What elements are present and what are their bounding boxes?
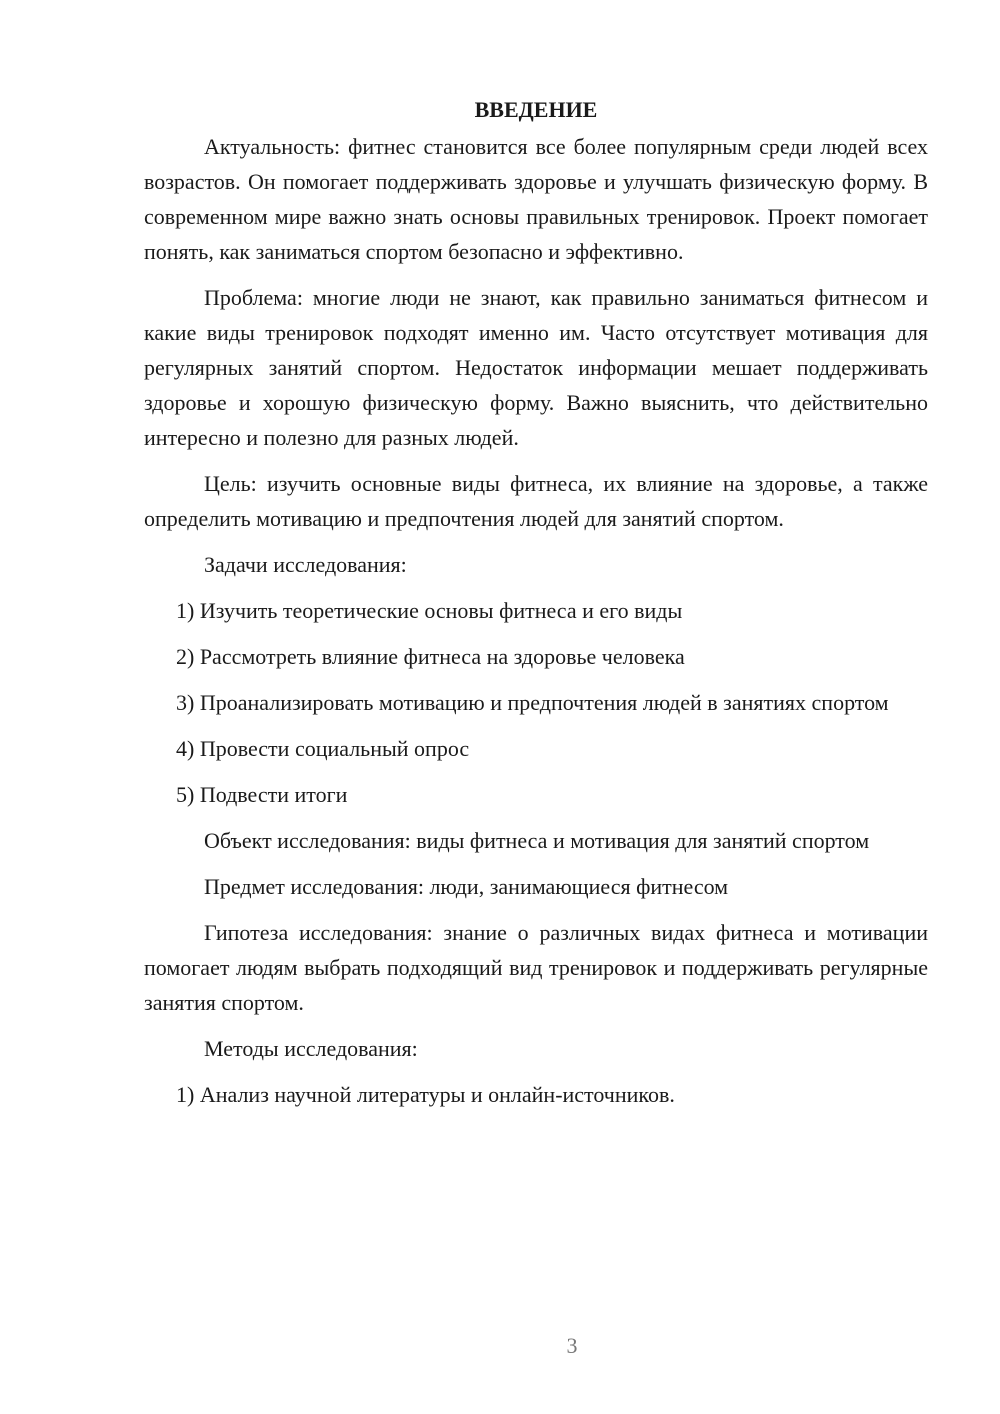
hypothesis-paragraph: Гипотеза исследования: знание о различных видах фитнеса и мотивации помогает людям выбрать подходящий вид тренировок и поддерживать регулярные занятия спортом.	[144, 920, 928, 1015]
page-number: 3	[566, 1333, 578, 1358]
section-heading: ВВЕДЕНИЕ	[474, 97, 598, 122]
object-paragraph: Объект исследования: виды фитнеса и мотивация для занятий спортом	[204, 828, 870, 853]
task-item-4: 4) Провести социальный опрос	[176, 736, 470, 761]
task-item-2: 2) Рассмотреть влияние фитнеса на здоровье человека	[176, 644, 685, 669]
problem-paragraph: Проблема: многие люди не знают, как правильно заниматься фитнесом и какие виды тренировок подходят именно им. Часто отсутствует мотивация для регулярных занятий спортом. Недостаток информации мешает поддерживать здоровье и хорошую физическую форму. Важно выяснить, что действительно интересно и полезно для разных людей.	[144, 285, 928, 450]
tasks-heading: Задачи исследования:	[204, 552, 407, 577]
subject-paragraph: Предмет исследования: люди, занимающиеся фитнесом	[204, 874, 729, 899]
method-item-1: 1) Анализ научной литературы и онлайн-источников.	[176, 1082, 675, 1107]
goal-paragraph: Цель: изучить основные виды фитнеса, их влияние на здоровье, а также определить мотивацию и предпочтения людей для занятий спортом.	[144, 471, 928, 531]
document-page	[144, 92, 928, 1123]
relevance-paragraph: Актуальность: фитнес становится все более популярным среди людей всех возрастов. Он помогает поддерживать здоровье и улучшать физическую форму. В современном мире важно знать основы правильных тренировок. Проект помогает понять, как заниматься спортом безопасно и эффективно.	[144, 134, 928, 264]
task-item-3: 3) Проанализировать мотивацию и предпочтения людей в занятиях спортом	[176, 690, 889, 715]
methods-heading: Методы исследования:	[204, 1036, 418, 1061]
task-item-1: 1) Изучить теоретические основы фитнеса и его виды	[176, 598, 683, 623]
task-item-5: 5) Подвести итоги	[176, 782, 348, 807]
